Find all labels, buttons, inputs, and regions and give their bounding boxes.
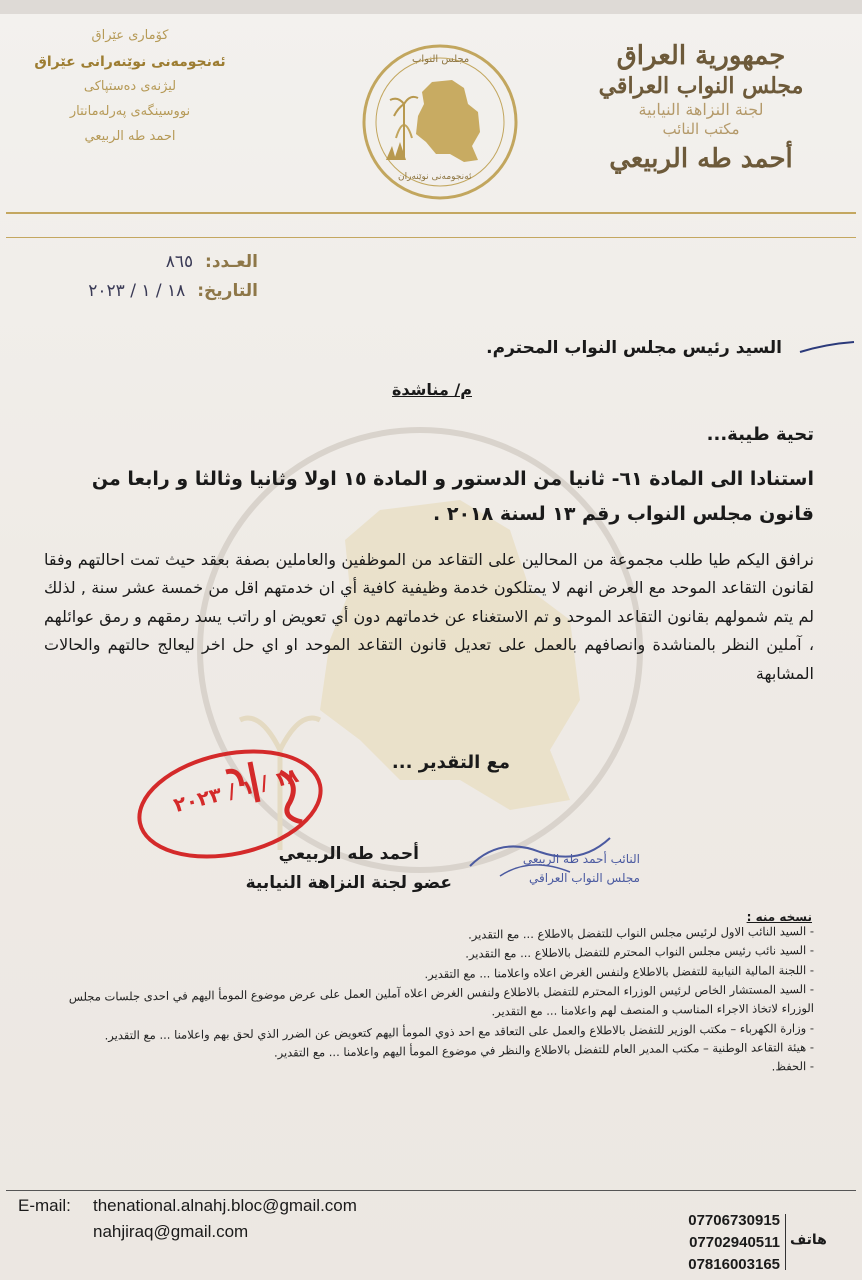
doc-date-label: التاريخ xyxy=(204,280,258,301)
copy-item: - هيئة التقاعد الوطنية – مكتب المدير العام للتفضل بالاطلاع والنظر في موضوع المومأ اليهم واعلامنا ... مع التقدير. xyxy=(273,1039,814,1060)
phone-number: 07706730915 xyxy=(688,1212,780,1229)
header-divider-2 xyxy=(6,237,856,238)
copy-item: - وزارة الكهرباء – مكتب الوزير للتفضل بالاطلاع والعمل على التعاقد مع احد ذوي المومأ اليهم كتعويض عن الضرر الذي لحق بهم واعلامنا ... مع التقدير. xyxy=(104,1020,814,1043)
phone-list xyxy=(640,1210,780,1275)
pen-stroke-icon xyxy=(796,330,856,360)
legal-reference: استنادا الى المادة ٦١- ثانيا من الدستور و المادة ١٥ اولا وثانيا وثالثا و رابعا من قانون مجلس النواب رقم ١٣ لسنة ٢٠١٨ . xyxy=(91,468,814,526)
letterhead-office: مكتب النائب xyxy=(662,120,740,138)
letterhead-kurdish-line3: لیژنەی دەستپاکی xyxy=(83,79,177,95)
copy-item: - السيد النائب الاول لرئيس مجلس النواب للتفضل بالاطلاع ... مع التقدير. xyxy=(468,924,814,942)
copies-list xyxy=(54,926,814,1081)
doc-date-value: ١٨ / ١ / ٢٠٢٣ xyxy=(88,280,186,301)
blue-stamp-text xyxy=(440,850,640,887)
body-paragraph: نرافق اليكم طيا طلب مجموعة من المحالين على التقاعد من الموظفين والعاملين بصفة بعقد حيث تمت احالتهم وفقا لقانون التقاعد الموحد مع العرض انهم لا يمتلكون خدمة وظيفية كافية أي ان خدمتهم اقل من خمسة عشر سنة , لذلك لم يتم شمولهم بقانون التقاعد الموحد و تم الاستغناء عن خدماتهم دون أي تعويض او راتب يسد رمقهم و رمق عوائلهم ، آملين النظر بالمناشدة وانصافهم بالعمل على تعديل قانون التقاعد الموحد او اي حل اخر ليعالج حالتهم والحالات المشابهة xyxy=(44,550,814,683)
signer-name: أحمد طه الربيعي xyxy=(278,844,419,864)
letterhead-council: مجلس النواب العراقي xyxy=(598,72,804,99)
copy-item: - اللجنة المالية النيابية للتفضل بالاطلاع ولنفس الغرض اعلاه واعلامنا ... مع التقدير. xyxy=(424,962,814,981)
top-strip xyxy=(0,0,862,14)
signature-block xyxy=(246,840,452,898)
letterhead-kurdish xyxy=(30,24,230,149)
closing: مع التقدير ... xyxy=(391,752,510,773)
header-divider xyxy=(6,212,856,214)
addressee: السيد رئيس مجلس النواب المحترم. xyxy=(486,338,782,358)
red-stamp-date: ١٨ / ١ / ٢٠٢٣ xyxy=(170,762,301,818)
letterhead-kurdish-line2: ئەنجومەنی نوێنەرانی عێراق xyxy=(34,53,226,70)
phone-separator xyxy=(785,1214,786,1270)
blue-stamp-line2: مجلس النواب العراقي xyxy=(529,870,640,885)
doc-number-label: العـدد xyxy=(211,252,258,272)
email-primary: thenational.alnahj.bloc@gmail.com xyxy=(93,1196,357,1215)
phone-label: هاتف xyxy=(790,1232,827,1248)
signer-title: عضو لجنة النزاهة النيابية xyxy=(245,872,452,893)
seal-top-text: مجلس النواب xyxy=(412,54,470,65)
doc-number: العـدد: ٨٦٥ xyxy=(165,252,258,272)
phone-number: 07816003165 xyxy=(688,1255,780,1273)
letterhead-kurdish-line1: کۆماری عێراق xyxy=(91,28,169,43)
seal-caption xyxy=(360,42,520,202)
letterhead-kurdish-line4: نووسینگەی پەرلەمانتار xyxy=(69,103,191,119)
greeting: تحية طيبة... xyxy=(706,424,814,445)
phone-number: 07702940511 xyxy=(689,1233,780,1251)
parliament-seal-icon xyxy=(360,42,520,202)
copy-item: - الحفظ. xyxy=(771,1059,814,1074)
subject: م/ مناشدة xyxy=(391,380,472,399)
footer-divider xyxy=(6,1190,856,1191)
letterhead-name: أحمد طه الربيعي xyxy=(609,143,793,174)
letterhead-committee: لجنة النزاهة النيابية xyxy=(638,100,764,119)
blue-stamp-line1: النائب أحمد طه الربيعي xyxy=(522,852,640,866)
doc-date: التاريخ: ١٨ / ١ / ٢٠٢٣ xyxy=(88,280,258,301)
letterhead-kurdish-line5: احمد طه الربيعي xyxy=(84,128,176,144)
copies-title: نسخه منه : xyxy=(746,910,812,924)
letterhead-country: جمهورية العراق xyxy=(616,41,786,71)
reference-block xyxy=(18,248,258,306)
copy-item: - السيد نائب رئيس مجلس النواب المحترم للتفضل بالاطلاع ... مع التقدير. xyxy=(465,943,814,961)
seal-bottom-text: ئەنجومەنی نوێنەران xyxy=(398,172,472,182)
letterhead-arabic xyxy=(586,40,816,175)
email-label: E-mail: xyxy=(18,1196,71,1215)
copy-item: - السيد المستشار الخاص لرئيس الوزراء المحترم للتفضل بالاطلاع ولنفس الغرض اعلاه آملين العمل على عرض موضوع المومأ اليهم في احدى جلسات مجلس الوزراء لاتخاذ الاجراء المناسب و المنصف لهم واعلامنا ... مع التقدير. xyxy=(68,981,814,1019)
email-secondary: nahjiraq@gmail.com xyxy=(93,1222,249,1241)
doc-number-value: ٨٦٥ xyxy=(165,252,194,272)
